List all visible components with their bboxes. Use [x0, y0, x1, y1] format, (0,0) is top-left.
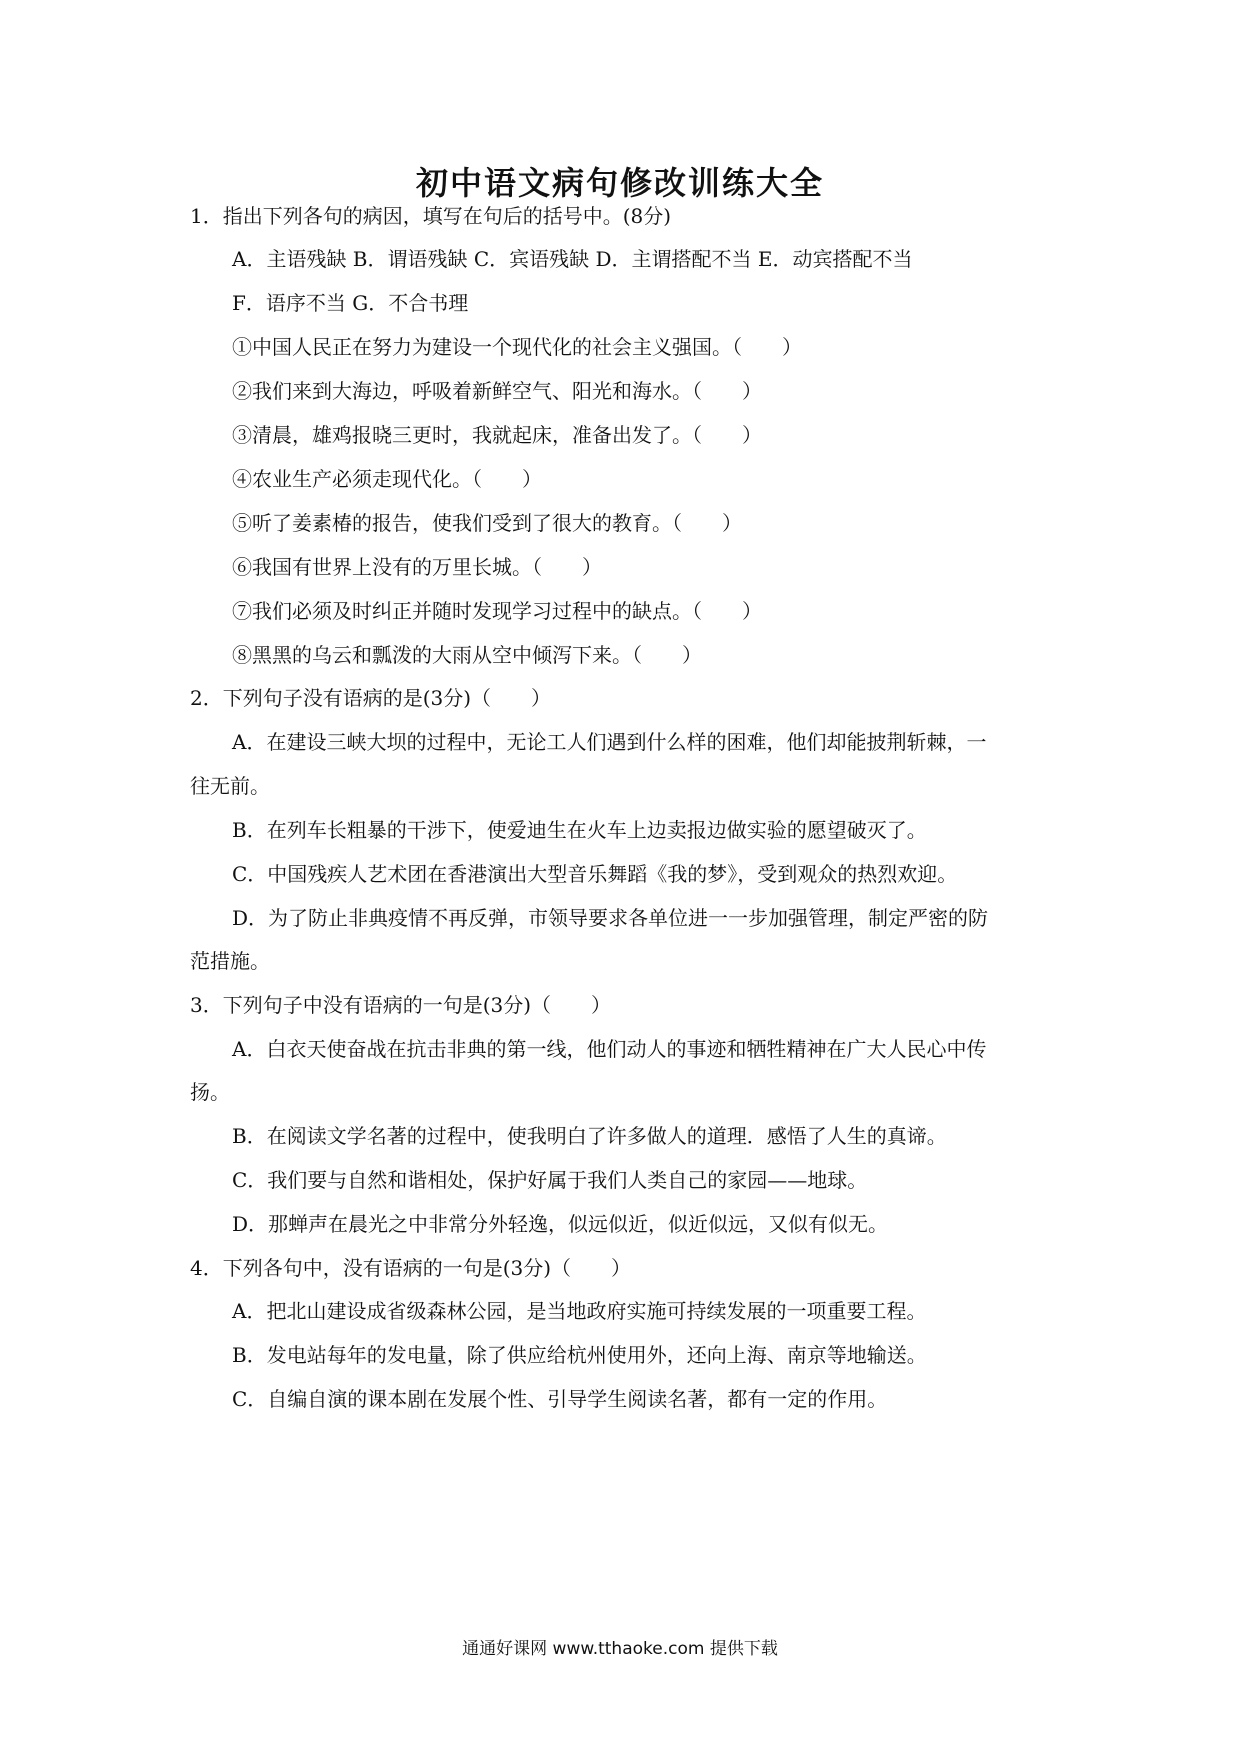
page-footer: 通通好课网 www.tthaoke.com 提供下载 [462, 1639, 778, 1659]
question-1-item-6: ⑥我国有世界上没有的万里长城。（ ） [232, 555, 602, 579]
question-3-option-a: A．白衣天使奋战在抗击非典的第一线，他们动人的事迹和牺牲精神在广大人民心中传 [232, 1037, 987, 1061]
question-4-stem: 4．下列各句中，没有语病的一句是(3分)（ ） [190, 1256, 632, 1280]
question-4-option-a: A．把北山建设成省级森林公园，是当地政府实施可持续发展的一项重要工程。 [232, 1299, 927, 1323]
question-1-item-5: ⑤听了姜素椿的报告，使我们受到了很大的教育。（ ） [232, 511, 742, 535]
question-2-option-b: B．在列车长粗暴的干涉下，使爱迪生在火车上边卖报边做实验的愿望破灭了。 [232, 818, 927, 842]
question-1-stem: 1．指出下列各句的病因，填写在句后的括号中。(8分) [190, 204, 672, 228]
question-1-item-7: ⑦我们必须及时纠正并随时发现学习过程中的缺点。（ ） [232, 599, 762, 623]
question-1-item-2: ②我们来到大海边，呼吸着新鲜空气、阳光和海水。（ ） [232, 379, 762, 403]
question-2-option-d-continued: 范措施。 [190, 949, 270, 973]
question-1-choices-line-1: A．主语残缺 B．谓语残缺 C．宾语残缺 D．主谓搭配不当 E．动宾搭配不当 [232, 247, 913, 271]
question-1-item-4: ④农业生产必须走现代化。（ ） [232, 467, 542, 491]
question-3-option-b: B．在阅读文学名著的过程中，使我明白了许多做人的道理．感悟了人生的真谛。 [232, 1124, 947, 1148]
question-1-item-3: ③清晨，雄鸡报晓三更时，我就起床，准备出发了。（ ） [232, 423, 762, 447]
question-4-option-b: B．发电站每年的发电量，除了供应给杭州使用外，还向上海、南京等地输送。 [232, 1343, 927, 1367]
question-1-item-8: ⑧黑黑的乌云和瓢泼的大雨从空中倾泻下来。（ ） [232, 643, 702, 667]
question-2-option-d: D．为了防止非典疫情不再反弹，市领导要求各单位进一一步加强管理，制定严密的防 [232, 906, 989, 930]
question-1-choices-line-2: F．语序不当 G．不合书理 [232, 291, 469, 315]
question-2-stem: 2．下列句子没有语病的是(3分)（ ） [190, 686, 552, 710]
question-1-item-1: ①中国人民正在努力为建设一个现代化的社会主义强国。（ ） [232, 335, 802, 359]
question-2-option-a-continued: 往无前。 [190, 774, 270, 798]
question-4-option-c: C．自编自演的课本剧在发展个性、引导学生阅读名著，都有一定的作用。 [232, 1387, 888, 1411]
question-3-stem: 3．下列句子中没有语病的一句是(3分)（ ） [190, 993, 612, 1017]
question-3-option-c: C．我们要与自然和谐相处，保护好属于我们人类自己的家园——地球。 [232, 1168, 868, 1192]
page-title: 初中语文病句修改训练大全 [415, 164, 824, 202]
question-2-option-c: C．中国残疾人艺术团在香港演出大型音乐舞蹈《我的梦》，受到观众的热烈欢迎。 [232, 862, 958, 886]
question-3-option-a-continued: 扬。 [190, 1080, 230, 1104]
question-2-option-a: A．在建设三峡大坝的过程中，无论工人们遇到什么样的困难，他们却能披荆斩棘，一 [232, 730, 987, 754]
question-3-option-d: D．那蝉声在晨光之中非常分外轻逸，似远似近，似近似远，又似有似无。 [232, 1212, 889, 1236]
